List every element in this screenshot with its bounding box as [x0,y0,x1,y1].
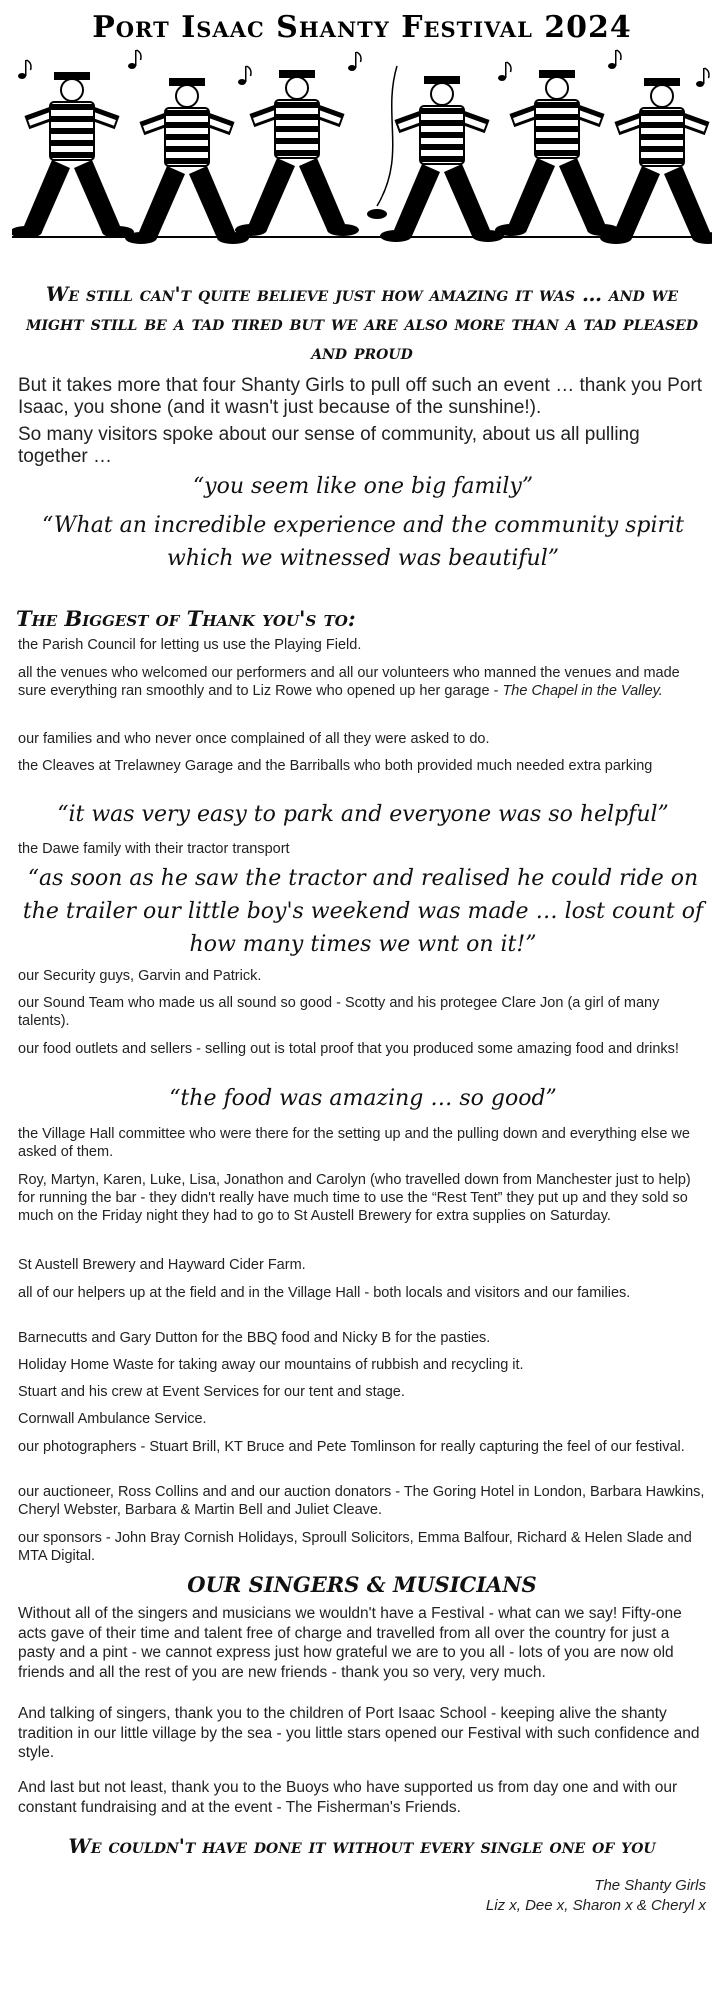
visitor-quote: “as soon as he saw the tractor and realised he could ride on the trailer our little boy's weekend was made … lost count of how many times we wnt on it!” [22,866,704,957]
thanks-item: our auctioneer, Ross Collins and and our auction donators - The Goring Hotel in London, Barbara Hawkins, Cheryl Webster, Barbara & Martin Bell and Juliet Cleave. [18,1484,705,1518]
sailor-3 [235,70,359,236]
fishing-line [377,66,397,206]
intro-paragraph: So many visitors spoke about our sense of community, about us all pulling together … [18,424,640,467]
visitor-quote: “the food was amazing … so good” [169,1086,557,1111]
closing-line: We couldn't have done it without every single one of you [68,1834,656,1858]
sailor-6 [600,78,712,244]
thanks-item: Roy, Martyn, Karen, Luke, Lisa, Jonathon and Carolyn (who travelled down from Manchester just to help) for running the bar - they didn't really have much time to use the “Rest Tent” they put up and they sold so much on the Friday night they had to go to St Austell Brewery for extra supplies on Saturday. [18,1172,691,1224]
fish-icon [367,209,387,219]
thanks-item: our Sound Team who made us all sound so good - Scotty and his protegee Clare Jon (a girl of many talents). [18,995,660,1029]
thanks-item: Cornwall Ambulance Service. [18,1411,207,1427]
thanks-item: our photographers - Stuart Brill, KT Bruce and Pete Tomlinson for really capturing the feel of our festival. [18,1439,685,1455]
venue-name: The Chapel in the Valley. [502,683,663,699]
thanks-item: the Village Hall committee who were there for the setting up and the pulling down and everything else we asked of them. [18,1126,690,1160]
visitor-quote: “you seem like one big family” [192,474,534,499]
thanks-item: our food outlets and sellers - selling out is total proof that you produced some amazing food and drinks! [18,1041,679,1057]
thanks-item: the Cleaves at Trelawney Garage and the Barriballs who both provided much needed extra parking [18,758,653,774]
singers-paragraph: Without all of the singers and musicians we wouldn't have a Festival - what can we say! Fifty-one acts gave of their time and talent free of charge and travelled from all over the country for just a pasty and a pint - we cannot express just how grateful we are to you all - lots of you are now old friends and all the rest of you are new friends - thank you so very, very much. [18,1605,682,1681]
thanks-item-text: all the venues who welcomed our performers and all our volunteers who manned the venues and made sure everything ran smoothly and to Liz Rowe who opened up her garage - [18,665,680,699]
visitor-quote: “What an incredible experience and the community spirit which we witnessed was beautiful” [42,513,684,571]
signature-names: Liz x, Dee x, Sharon x & Cheryl x [485,1897,706,1914]
thanks-item [18,664,708,700]
visitor-quote: “it was very easy to park and everyone was so helpful” [57,802,669,827]
thanks-item: St Austell Brewery and Hayward Cider Farm. [18,1257,306,1273]
sailor-2 [125,78,249,244]
thanks-heading: The Biggest of Thank you's to: [16,606,356,631]
music-note-icon [128,50,141,69]
singers-paragraph: And last but not least, thank you to the Buoys who have supported us from day one and with our constant fundraising and at the event - The Fisherman's Friends. [18,1779,678,1816]
thanks-item: our sponsors - John Bray Cornish Holidays, Sproull Solicitors, Emma Balfour, Richard & Helen Slade and MTA Digital. [18,1530,692,1564]
thanks-item: our Security guys, Garvin and Patrick. [18,968,262,984]
thanks-item: the Parish Council for letting us use the Playing Field. [18,637,362,653]
music-note-icon [348,52,361,71]
thanks-item: Stuart and his crew at Event Services for our tent and stage. [18,1384,405,1400]
thanks-item: Barnecutts and Gary Dutton for the BBQ food and Nicky B for the pasties. [18,1330,491,1346]
thanks-item: our families and who never once complained of all they were asked to do. [18,731,490,747]
headline: We still can't quite believe just how amazing it was … and we might still be a tad tired but we are also more than a tad pleased and proud [25,282,698,364]
thanks-item: Holiday Home Waste for taking away our mountains of rubbish and recycling it. [18,1357,524,1373]
thanks-item: all of our helpers up at the field and in the Village Hall - both locals and visitors and our families. [18,1285,631,1301]
intro-paragraph: But it takes more that four Shanty Girls to pull off such an event … thank you Port Isaac, you shone (and it wasn't just because of the sunshine!). [18,375,702,418]
page-title: Port Isaac Shanty Festival 2024 [92,10,632,45]
signature-team: The Shanty Girls [594,1877,706,1894]
music-note-icon [18,60,31,79]
sailor-1 [12,72,134,238]
music-note-icon [608,50,621,69]
music-note-icon [498,62,511,81]
music-note-icon [238,66,251,85]
singers-paragraph: And talking of singers, thank you to the children of Port Isaac School - keeping alive the shanty tradition in our little village by the sea - you little stars opened our Festival with such confidence and style. [18,1705,700,1761]
sailor-5 [495,70,619,236]
thanks-item: the Dawe family with their tractor transport [18,841,290,857]
sailor-4 [380,76,504,242]
singers-heading: OUR SINGERS & MUSICIANS [187,1572,537,1597]
music-note-icon [696,68,709,87]
shanty-dancers-illustration [12,46,712,272]
